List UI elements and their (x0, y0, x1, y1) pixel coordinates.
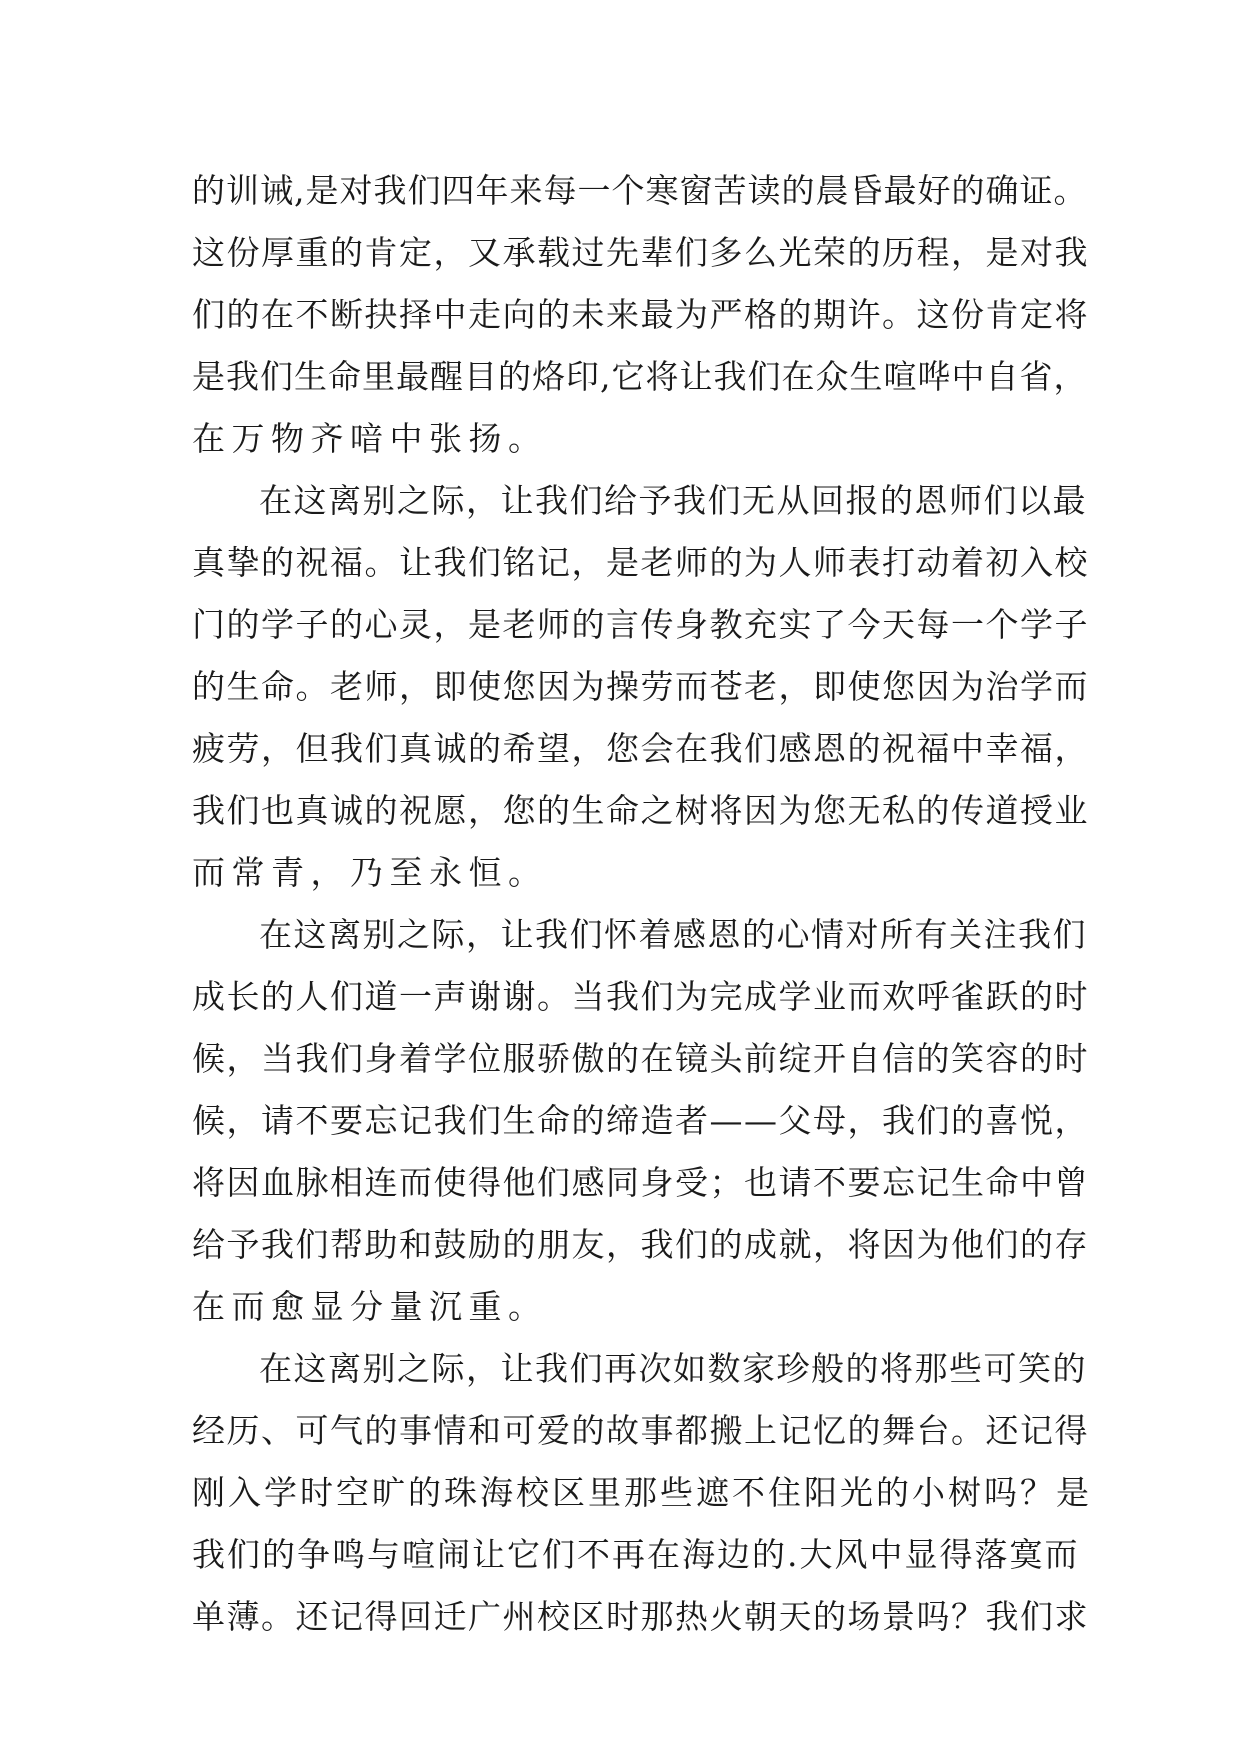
text-line: 给予我们帮助和鼓励的朋友，我们的成就，将因为他们的存 (192, 1225, 1089, 1264)
text-line: 我们的争鸣与喧闹让它们不再在海边的.大风中显得落寞而 (192, 1535, 1080, 1574)
text-line: 是我们生命里最醒目的烙印,它将让我们在众生喧哗中自省， (192, 357, 1088, 396)
text-line: 门的学子的心灵，是老师的言传身教充实了今天每一个学子 (192, 605, 1089, 644)
text-line: 在万物齐喑中张扬。 (192, 419, 548, 458)
text-line: 在而愈显分量沉重。 (192, 1287, 548, 1326)
text-line: 刚入学时空旷的珠海校区里那些遮不住阳光的小树吗？是 (192, 1473, 1092, 1512)
text-line: 的训诫,是对我们四年来每一个寒窗苦读的晨昏最好的确证。 (192, 171, 1088, 210)
text-line: 单薄。还记得回迁广州校区时那热火朝天的场景吗？我们求 (192, 1597, 1089, 1636)
text-line: 候，请不要忘记我们生命的缔造者——父母，我们的喜悦， (192, 1101, 1089, 1140)
text-line: 的生命。老师，即使您因为操劳而苍老，即使您因为治学而 (192, 667, 1089, 706)
text-line: 成长的人们道一声谢谢。当我们为完成学业而欢呼雀跃的时 (192, 977, 1089, 1016)
text-line: 将因血脉相连而使得他们感同身受；也请不要忘记生命中曾 (192, 1163, 1089, 1202)
text-line: 候，当我们身着学位服骄傲的在镜头前绽开自信的笑容的时 (192, 1039, 1089, 1078)
text-line: 经历、可气的事情和可爱的故事都搬上记忆的舞台。还记得 (192, 1411, 1089, 1450)
text-line: 们的在不断抉择中走向的未来最为严格的期许。这份肯定将 (192, 295, 1089, 334)
text-line: 而常青，乃至永恒。 (192, 853, 548, 892)
paragraph-first-line: 在这离别之际，让我们给予我们无从回报的恩师们以最 (259, 481, 1087, 520)
paragraph-first-line: 在这离别之际，让我们再次如数家珍般的将那些可笑的 (259, 1349, 1087, 1388)
text-line: 我们也真诚的祝愿，您的生命之树将因为您无私的传道授业 (192, 791, 1089, 830)
text-line: 这份厚重的肯定，又承载过先辈们多么光荣的历程，是对我 (192, 233, 1089, 272)
body-text (192, 160, 1092, 1648)
text-line: 疲劳，但我们真诚的希望，您会在我们感恩的祝福中幸福， (192, 729, 1089, 768)
paragraph-first-line: 在这离别之际，让我们怀着感恩的心情对所有关注我们 (259, 915, 1087, 954)
text-line: 真挚的祝福。让我们铭记，是老师的为人师表打动着初入校 (192, 543, 1089, 582)
